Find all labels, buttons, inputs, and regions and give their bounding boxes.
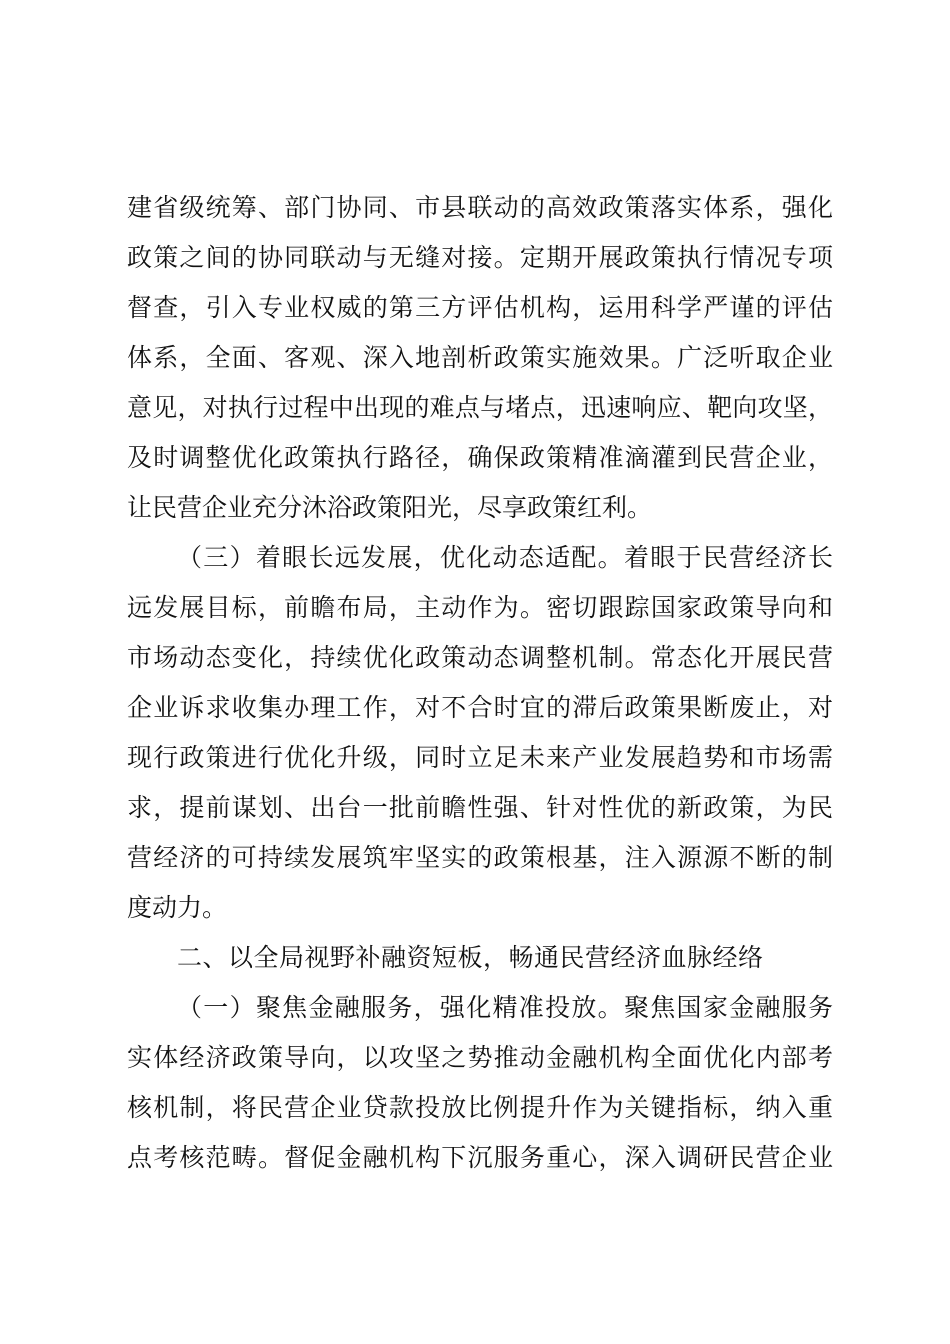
paragraph-1-line-6: 及时调整优化政策执行路径，确保政策精准滴灌到民营企业， xyxy=(127,443,833,472)
paragraph-1-line-2: 政策之间的协同联动与无缝对接。定期开展政策执行情况专项 xyxy=(127,243,833,272)
paragraph-2-line-8: 度动力。 xyxy=(127,893,228,922)
paragraph-3-line-3: 核机制，将民营企业贷款投放比例提升作为关键指标，纳入重 xyxy=(127,1093,833,1122)
paragraph-1-line-5: 意见，对执行过程中出现的难点与堵点，迅速响应、靶向攻坚， xyxy=(127,393,833,422)
paragraph-1-line-4: 体系，全面、客观、深入地剖析政策实施效果。广泛听取企业 xyxy=(127,343,833,372)
paragraph-3-line-1: （一）聚焦金融服务，强化精准投放。聚焦国家金融服务 xyxy=(177,993,833,1022)
section-heading: 二、以全局视野补融资短板，畅通民营经济血脉经络 xyxy=(177,943,764,972)
paragraph-1-line-1: 建省级统筹、部门协同、市县联动的高效政策落实体系，强化 xyxy=(127,193,833,222)
paragraph-2-line-7: 营经济的可持续发展筑牢坚实的政策根基，注入源源不断的制 xyxy=(127,843,833,872)
paragraph-2-line-4: 企业诉求收集办理工作，对不合时宜的滞后政策果断废止，对 xyxy=(127,693,833,722)
paragraph-2-line-6: 求，提前谋划、出台一批前瞻性强、针对性优的新政策，为民 xyxy=(127,793,833,822)
paragraph-2-line-5: 现行政策进行优化升级，同时立足未来产业发展趋势和市场需 xyxy=(127,743,833,772)
paragraph-3-line-2: 实体经济政策导向，以攻坚之势推动金融机构全面优化内部考 xyxy=(127,1043,833,1072)
paragraph-1-line-7: 让民营企业充分沐浴政策阳光，尽享政策红利。 xyxy=(127,493,653,522)
paragraph-1-line-3: 督查，引入专业权威的第三方评估机构，运用科学严谨的评估 xyxy=(127,293,833,322)
paragraph-2-line-1: （三）着眼长远发展，优化动态适配。着眼于民营经济长 xyxy=(177,543,833,572)
document-body xyxy=(127,183,833,1183)
paragraph-3-line-4: 点考核范畴。督促金融机构下沉服务重心，深入调研民营企业 xyxy=(127,1143,833,1172)
paragraph-2-line-2: 远发展目标，前瞻布局，主动作为。密切跟踪国家政策导向和 xyxy=(127,593,833,622)
paragraph-2-line-3: 市场动态变化，持续优化政策动态调整机制。常态化开展民营 xyxy=(127,643,833,672)
